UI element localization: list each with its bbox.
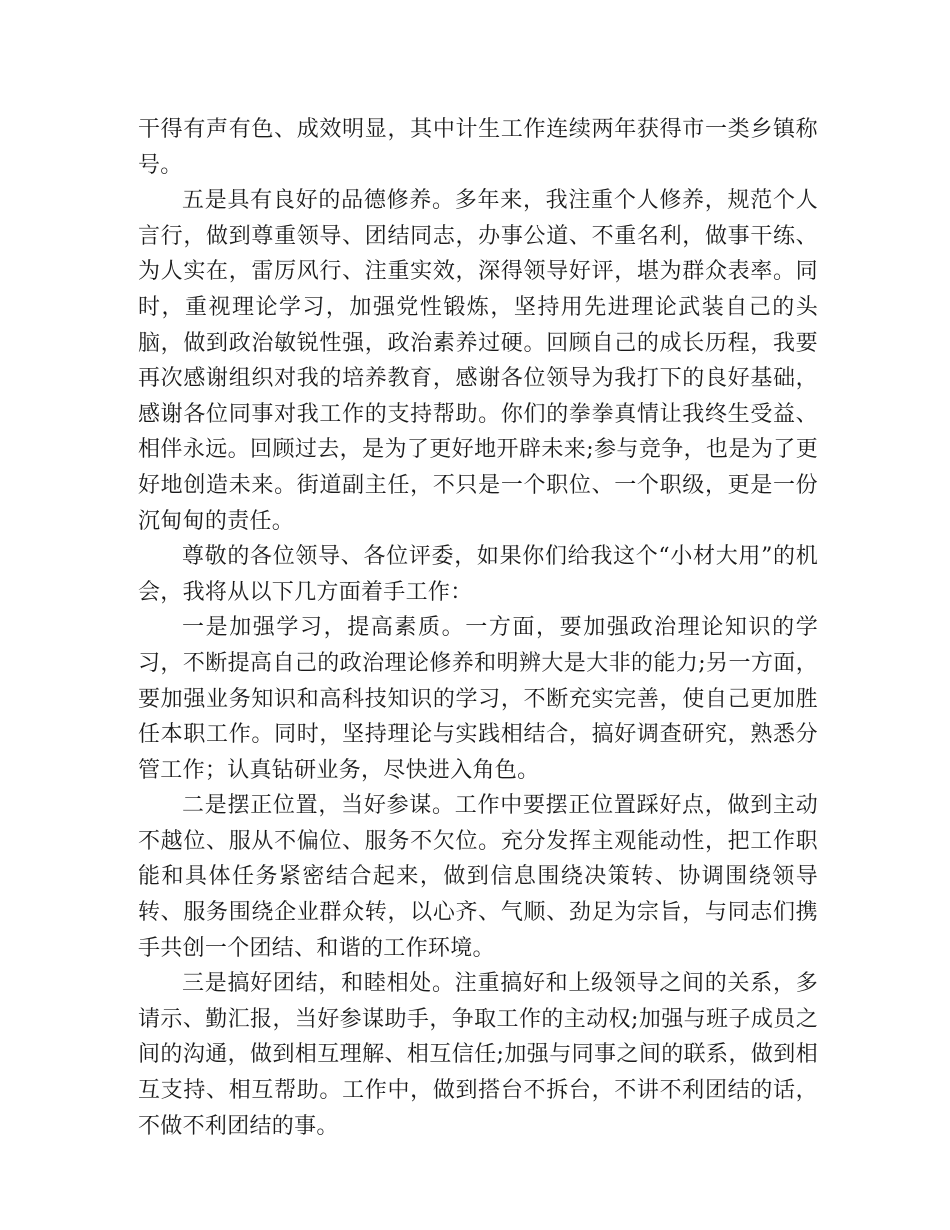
paragraph-point-three-unity: 三是搞好团结，和睦相处。注重搞好和上级领导之间的关系，多请示、勤汇报，当好参谋助手，争取工作的主动权;加强与班子成员之间的沟通，做到相互理解、相互信任;加强与同事之间的联系，做到相互支持、相互帮助。工作中，做到搭台不拆台，不讲不利团结的话，不做不利团结的事。 [138,971,818,1139]
paragraph-moral-character: 五是具有良好的品德修养。多年来，我注重个人修养，规范个人言行，做到尊重领导、团结同志，办事公道、不重名利，做事干练、为人实在，雷厉风行、注重实效，深得领导好评，堪为群众表率。同时，重视理论学习，加强党性锻炼，坚持用先进理论武装自己的头脑，做到政治敏锐性强，政治素养过硬。回顾自己的成长历程，我要再次感谢组织对我的培养教育，感谢各位领导为我打下的良好基础，感谢各位同事对我工作的支持帮助。你们的拳拳真情让我终生受益、相伴永远。回顾过去，是为了更好地开辟未来;参与竞争，也是为了更好地创造未来。街道副主任，不只是一个职位、一个职级，更是一份沉甸甸的责任。 [138,188,818,534]
paragraph-point-two-position: 二是摆正位置，当好参谋。工作中要摆正位置踩好点，做到主动不越位、服从不偏位、服务不欠位。充分发挥主观能动性，把工作职能和具体任务紧密结合起来，做到信息围绕决策转、协调围绕领导转、服务围绕企业群众转，以心齐、气顺、劲足为宗旨，与同志们携手共创一个团结、和谐的工作环境。 [138,793,818,961]
document-body [138,112,818,1144]
paragraph-continuation: 干得有声有色、成效明显，其中计生工作连续两年获得市一类乡镇称号。 [138,117,818,178]
paragraph-point-one-study: 一是加强学习，提高素质。一方面，要加强政治理论知识的学习，不断提高自己的政治理论修养和明辨大是大非的能力;另一方面，要加强业务知识和高科技知识的学习，不断充实完善，使自己更加胜任本职工作。同时，坚持理论与实践相结合，搞好调查研究，熟悉分管工作；认真钻研业务，尽快进入角色。 [138,615,818,783]
paragraph-address-to-judges: 尊敬的各位领导、各位评委，如果你们给我这个“小材大用”的机会，我将从以下几方面着手工作： [138,544,818,605]
